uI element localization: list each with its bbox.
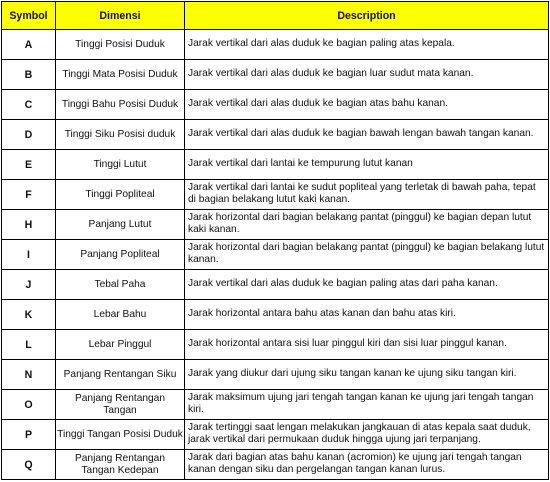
description-cell: Jarak vertikal dari alas duduk ke bagian paling atas kepala. [185, 30, 549, 60]
table-row [2, 240, 549, 270]
description-cell: Jarak horizontal antara sisi luar pinggul kiri dan sisi luar pinggul kanan. [185, 330, 549, 360]
symbol-cell: C [2, 90, 56, 120]
symbol-cell: E [2, 150, 56, 180]
table-row [2, 330, 549, 360]
header-dimension: Dimensi [56, 2, 185, 30]
dimension-cell: Panjang Rentangan Tangan Kedepan [56, 450, 185, 480]
description-cell: Jarak horizontal dari bagian belakang pantat (pinggul) ke bagian belakang lutut kanan. [185, 240, 549, 270]
dimension-cell: Tebal Paha [56, 270, 185, 300]
description-cell: Jarak vertikal dari lantai ke sudut popliteal yang terletak di bawah paha, tepat di bagian belakang lutut kaki kanan. [185, 180, 549, 210]
symbol-cell: I [2, 240, 56, 270]
description-cell: Jarak vertikal dari alas duduk ke bagian atas bahu kanan. [185, 90, 549, 120]
description-cell: Jarak tertinggi saat lengan melakukan jangkauan di atas kepala saat duduk, jarak vertikal dari permukaan duduk hingga ujung jari terpanjang. [185, 420, 549, 450]
symbol-cell: N [2, 360, 56, 390]
table-row [2, 90, 549, 120]
symbol-cell: F [2, 180, 56, 210]
anthropometry-table [1, 1, 549, 480]
dimension-cell: Panjang Lutut [56, 210, 185, 240]
table-header [2, 2, 549, 30]
table-row [2, 150, 549, 180]
table-row [2, 60, 549, 90]
dimension-cell: Tinggi Siku Posisi duduk [56, 120, 185, 150]
description-cell: Jarak horizontal antara bahu atas kanan dan bahu atas kiri. [185, 300, 549, 330]
symbol-cell: K [2, 300, 56, 330]
dimension-cell: Tinggi Lutut [56, 150, 185, 180]
symbol-cell: L [2, 330, 56, 360]
description-cell: Jarak yang diukur dari ujung siku tangan kanan ke ujung siku tangan kiri. [185, 360, 549, 390]
dimension-cell: Tinggi Popliteal [56, 180, 185, 210]
description-cell: Jarak vertikal dari alas duduk ke bagian paling atas dari paha kanan. [185, 270, 549, 300]
dimension-cell: Tinggi Bahu Posisi Duduk [56, 90, 185, 120]
dimension-cell: Panjang Popliteal [56, 240, 185, 270]
description-cell: Jarak vertikal dari lantai ke tempurung lutut kanan [185, 150, 549, 180]
table-row [2, 30, 549, 60]
dimension-cell: Tinggi Mata Posisi Duduk [56, 60, 185, 90]
symbol-cell: D [2, 120, 56, 150]
symbol-cell: J [2, 270, 56, 300]
dimension-cell: Lebar Pinggul [56, 330, 185, 360]
description-cell: Jarak vertikal dari alas duduk ke bagian luar sudut mata kanan. [185, 60, 549, 90]
table-row [2, 450, 549, 480]
dimension-cell: Panjang Rentangan Siku [56, 360, 185, 390]
symbol-cell: Q [2, 450, 56, 480]
table-row [2, 180, 549, 210]
symbol-cell: P [2, 420, 56, 450]
dimension-cell: Lebar Bahu [56, 300, 185, 330]
table-row [2, 420, 549, 450]
header-row [2, 2, 549, 30]
table-row [2, 360, 549, 390]
dimension-cell: Tinggi Tangan Posisi Duduk [56, 420, 185, 450]
symbol-cell: A [2, 30, 56, 60]
header-description: Description [185, 2, 549, 30]
header-symbol: Symbol [2, 2, 56, 30]
description-cell: Jarak dari bagian atas bahu kanan (acromion) ke ujung jari tengah tangan kanan dengan siku dan pergelangan tangan kanan lurus. [185, 450, 549, 480]
symbol-cell: B [2, 60, 56, 90]
dimension-cell: Panjang Rentangan Tangan [56, 390, 185, 420]
anthropometry-table-container [1, 1, 549, 480]
dimension-cell: Tinggi Posisi Duduk [56, 30, 185, 60]
description-cell: Jarak vertikal dari alas duduk ke bagian bawah lengan bawah tangan kanan. [185, 120, 549, 150]
description-cell: Jarak horizontal dari bagian belakang pantat (pinggul) ke bagian depan lutut kaki kanan. [185, 210, 549, 240]
table-row [2, 300, 549, 330]
table-row [2, 390, 549, 420]
table-row [2, 120, 549, 150]
symbol-cell: O [2, 390, 56, 420]
description-cell: Jarak maksimum ujung jari tengah tangan kanan ke ujung jari tengah tangan kiri. [185, 390, 549, 420]
table-row [2, 270, 549, 300]
symbol-cell: H [2, 210, 56, 240]
table-body [2, 30, 549, 480]
table-row [2, 210, 549, 240]
